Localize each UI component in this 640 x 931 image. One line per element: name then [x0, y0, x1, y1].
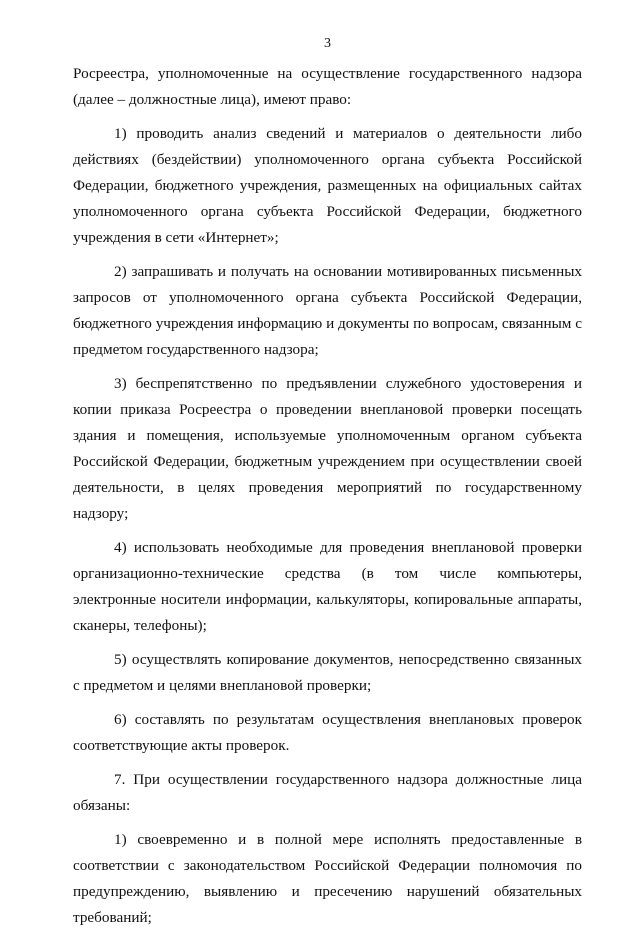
paragraph-section-7: 7. При осуществлении государственного надзора должностные лица обязаны: [73, 771, 582, 814]
paragraph-item-5: 5) осуществлять копирование документов, непосредственно связанных с предметом и целями внеплановой проверки; [73, 651, 582, 694]
paragraph-item-4: 4) использовать необходимые для проведения внеплановой проверки организационно-технические средства (в том числе компьютеры, электронные носители информации, калькуляторы, копировальные аппараты, сканеры, телефоны); [73, 539, 582, 634]
paragraph-section-7-item-1: 1) своевременно и в полной мере исполнять предоставленные в соответствии с законодательством Российской Федерации полномочия по предупреждению, выявлению и пресечению нарушений обязательных требований; [73, 831, 582, 926]
paragraph-item-2: 2) запрашивать и получать на основании мотивированных письменных запросов от уполномоченного органа субъекта Российской Федерации, бюджетного учреждения информацию и документы по вопросам, связанным с предметом государственного надзора; [73, 263, 582, 358]
paragraph-item-1: 1) проводить анализ сведений и материалов о деятельности либо действиях (бездействии) уполномоченного органа субъекта Российской Федерации, бюджетного учреждения, размещенных на официальных сайтах уполномоченного органа субъекта Российской Федерации, бюджетного учреждения в сети «Интернет»; [73, 125, 582, 246]
paragraph-item-3: 3) беспрепятственно по предъявлении служебного удостоверения и копии приказа Росреестра о проведении внеплановой проверки посещать здания и помещения, используемые уполномоченным органом субъекта Российской Федерации, бюджетным учреждением при осуществлении своей деятельности, в целях проведения мероприятий по государственному надзору; [73, 375, 582, 522]
paragraph-intro: Росреестра, уполномоченные на осуществление государственного надзора (далее – должностные лица), имеют право: [73, 65, 582, 108]
paragraph-item-6: 6) составлять по результатам осуществления внеплановых проверок соответствующие акты проверок. [73, 711, 582, 754]
page-number: 3 [324, 36, 331, 51]
